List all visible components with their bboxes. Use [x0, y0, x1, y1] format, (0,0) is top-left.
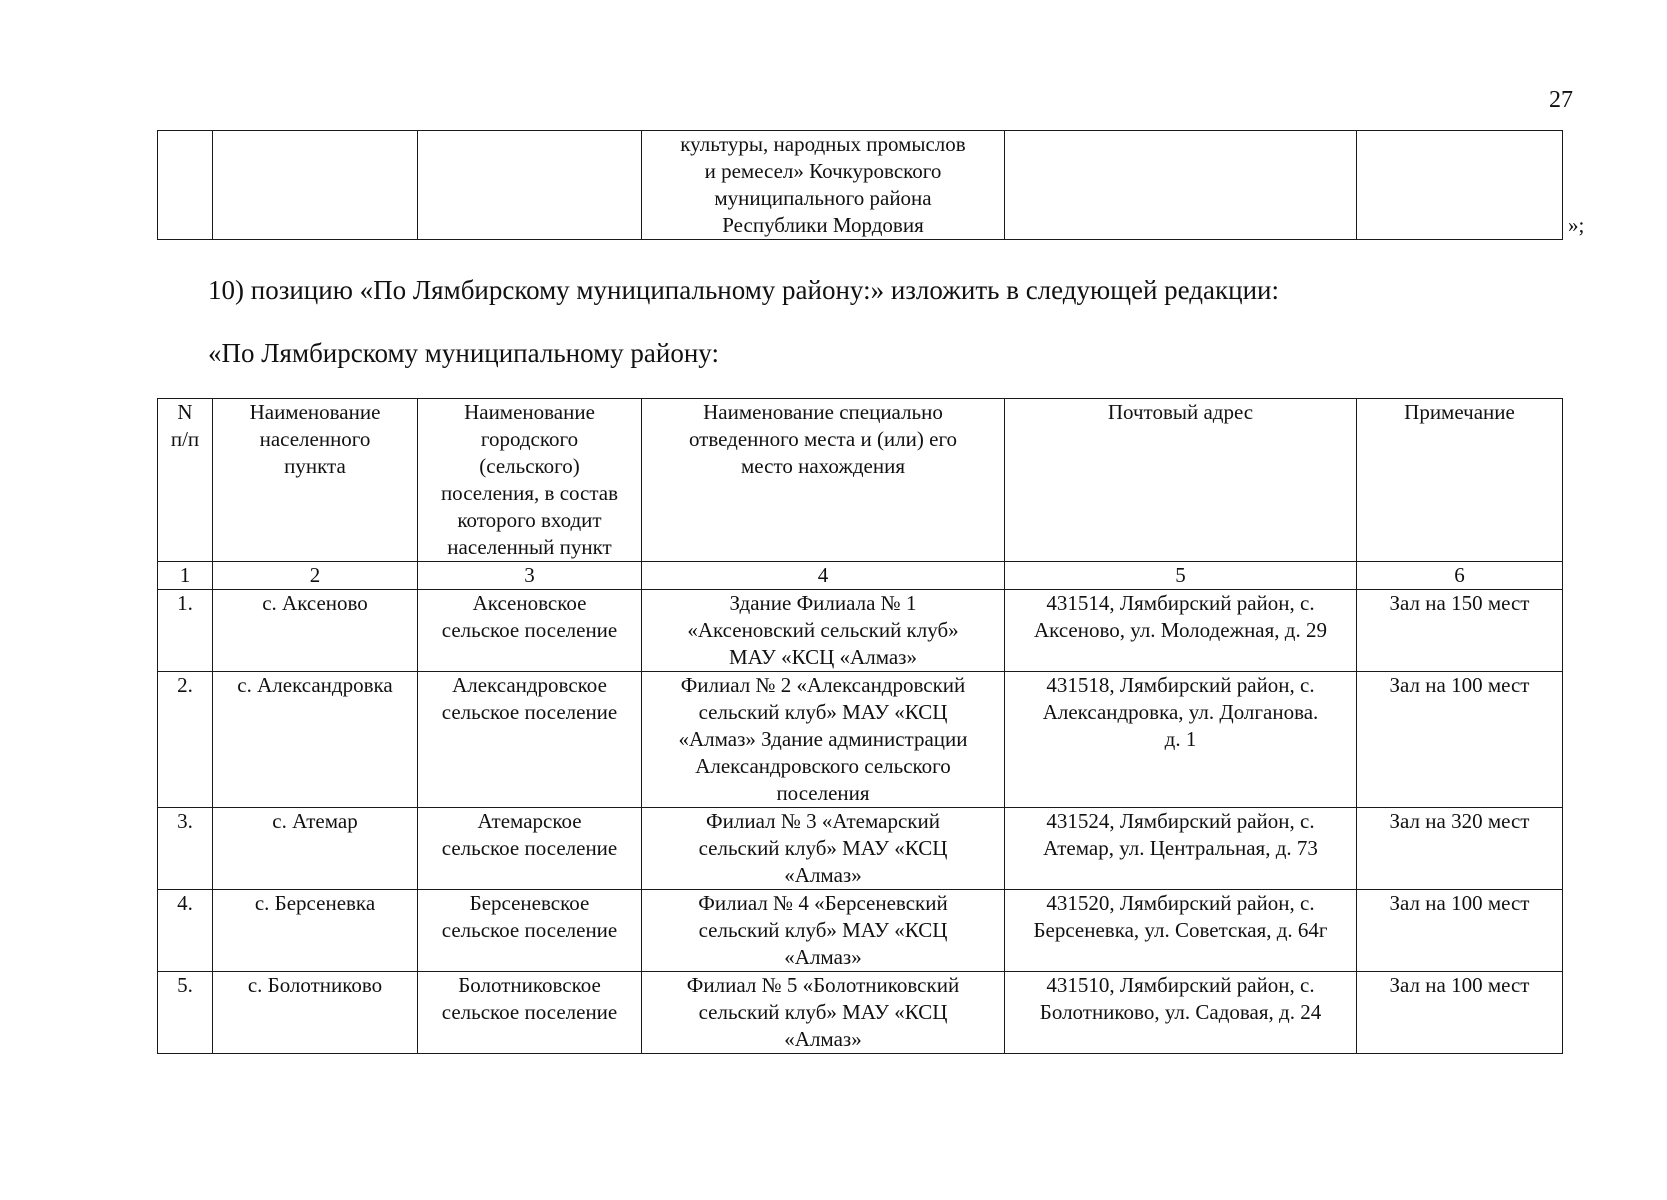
table-row	[158, 590, 1563, 672]
section-subheading: «По Лямбирскому муниципальному району:	[208, 338, 719, 368]
locality-cell: с. Берсеневка	[213, 890, 418, 972]
settlement-cell: Аксеновское сельское поселение	[418, 590, 642, 672]
column-number: 4	[642, 562, 1005, 590]
places-table	[157, 398, 1563, 1054]
header-cell-settlement: Наименование городского (сельского) поселения, в состав которого входит населенный пункт	[418, 399, 642, 562]
address-cell: 431514, Лямбирский район, с. Аксеново, ул. Молодежная, д. 29	[1005, 590, 1357, 672]
header-cell-locality: Наименование населенного пункта	[213, 399, 418, 562]
locality-cell: с. Аксеново	[213, 590, 418, 672]
cell	[158, 131, 213, 240]
locality-cell: с. Болотниково	[213, 972, 418, 1054]
header-cell-address: Почтовый адрес	[1005, 399, 1357, 562]
note-cell: Зал на 150 мест	[1357, 590, 1563, 672]
table-header-row	[158, 399, 1563, 562]
place-cell: Филиал № 3 «Атемарский сельский клуб» МАУ «КСЦ «Алмаз»	[642, 808, 1005, 890]
continuation-row	[158, 131, 1563, 240]
page-number: 27	[1549, 87, 1573, 113]
address-cell: 431524, Лямбирский район, с. Атемар, ул. Центральная, д. 73	[1005, 808, 1357, 890]
place-cell: Здание Филиала № 1 «Аксеновский сельский клуб» МАУ «КСЦ «Алмаз»	[642, 590, 1005, 672]
row-number: 1.	[158, 590, 213, 672]
continuation-table	[157, 130, 1563, 240]
address-cell: 431518, Лямбирский район, с. Александровка, ул. Долганова. д. 1	[1005, 672, 1357, 808]
column-number: 2	[213, 562, 418, 590]
cell	[418, 131, 642, 240]
settlement-cell: Болотниковское сельское поселение	[418, 972, 642, 1054]
place-cell: Филиал № 4 «Берсеневский сельский клуб» МАУ «КСЦ «Алмаз»	[642, 890, 1005, 972]
row-number: 3.	[158, 808, 213, 890]
table-row	[158, 890, 1563, 972]
instruction-paragraph: 10) позицию «По Лямбирскому муниципальному району:» изложить в следующей редакции:	[208, 275, 1279, 305]
column-numbering-row	[158, 562, 1563, 590]
header-cell-note: Примечание	[1357, 399, 1563, 562]
row-number: 4.	[158, 890, 213, 972]
settlement-cell: Атемарское сельское поселение	[418, 808, 642, 890]
settlement-cell: Александровское сельское поселение	[418, 672, 642, 808]
column-number: 5	[1005, 562, 1357, 590]
locality-cell: с. Атемар	[213, 808, 418, 890]
note-cell: Зал на 100 мест	[1357, 890, 1563, 972]
cell	[1005, 131, 1357, 240]
address-cell: 431520, Лямбирский район, с. Берсеневка, ул. Советская, д. 64г	[1005, 890, 1357, 972]
row-number: 5.	[158, 972, 213, 1054]
table-row	[158, 672, 1563, 808]
header-cell-place: Наименование специально отведенного места и (или) его место нахождения	[642, 399, 1005, 562]
table-row	[158, 808, 1563, 890]
place-cell: Филиал № 5 «Болотниковский сельский клуб» МАУ «КСЦ «Алмаз»	[642, 972, 1005, 1054]
settlement-cell: Берсеневское сельское поселение	[418, 890, 642, 972]
note-cell: Зал на 320 мест	[1357, 808, 1563, 890]
table-row	[158, 972, 1563, 1054]
column-number: 3	[418, 562, 642, 590]
locality-cell: с. Александровка	[213, 672, 418, 808]
address-cell: 431510, Лямбирский район, с. Болотниково, ул. Садовая, д. 24	[1005, 972, 1357, 1054]
cell	[213, 131, 418, 240]
column-number: 6	[1357, 562, 1563, 590]
note-cell: Зал на 100 мест	[1357, 972, 1563, 1054]
row-number: 2.	[158, 672, 213, 808]
place-cell: Филиал № 2 «Александровский сельский клуб» МАУ «КСЦ «Алмаз» Здание администрации Александровского сельского поселения	[642, 672, 1005, 808]
cell: культуры, народных промыслов и ремесел» Кочкуровского муниципального района Республики Мордовия	[642, 131, 1005, 240]
column-number: 1	[158, 562, 213, 590]
note-cell: Зал на 100 мест	[1357, 672, 1563, 808]
closing-quote: »;	[1568, 213, 1585, 237]
cell	[1357, 131, 1563, 240]
header-cell-number: N п/п	[158, 399, 213, 562]
